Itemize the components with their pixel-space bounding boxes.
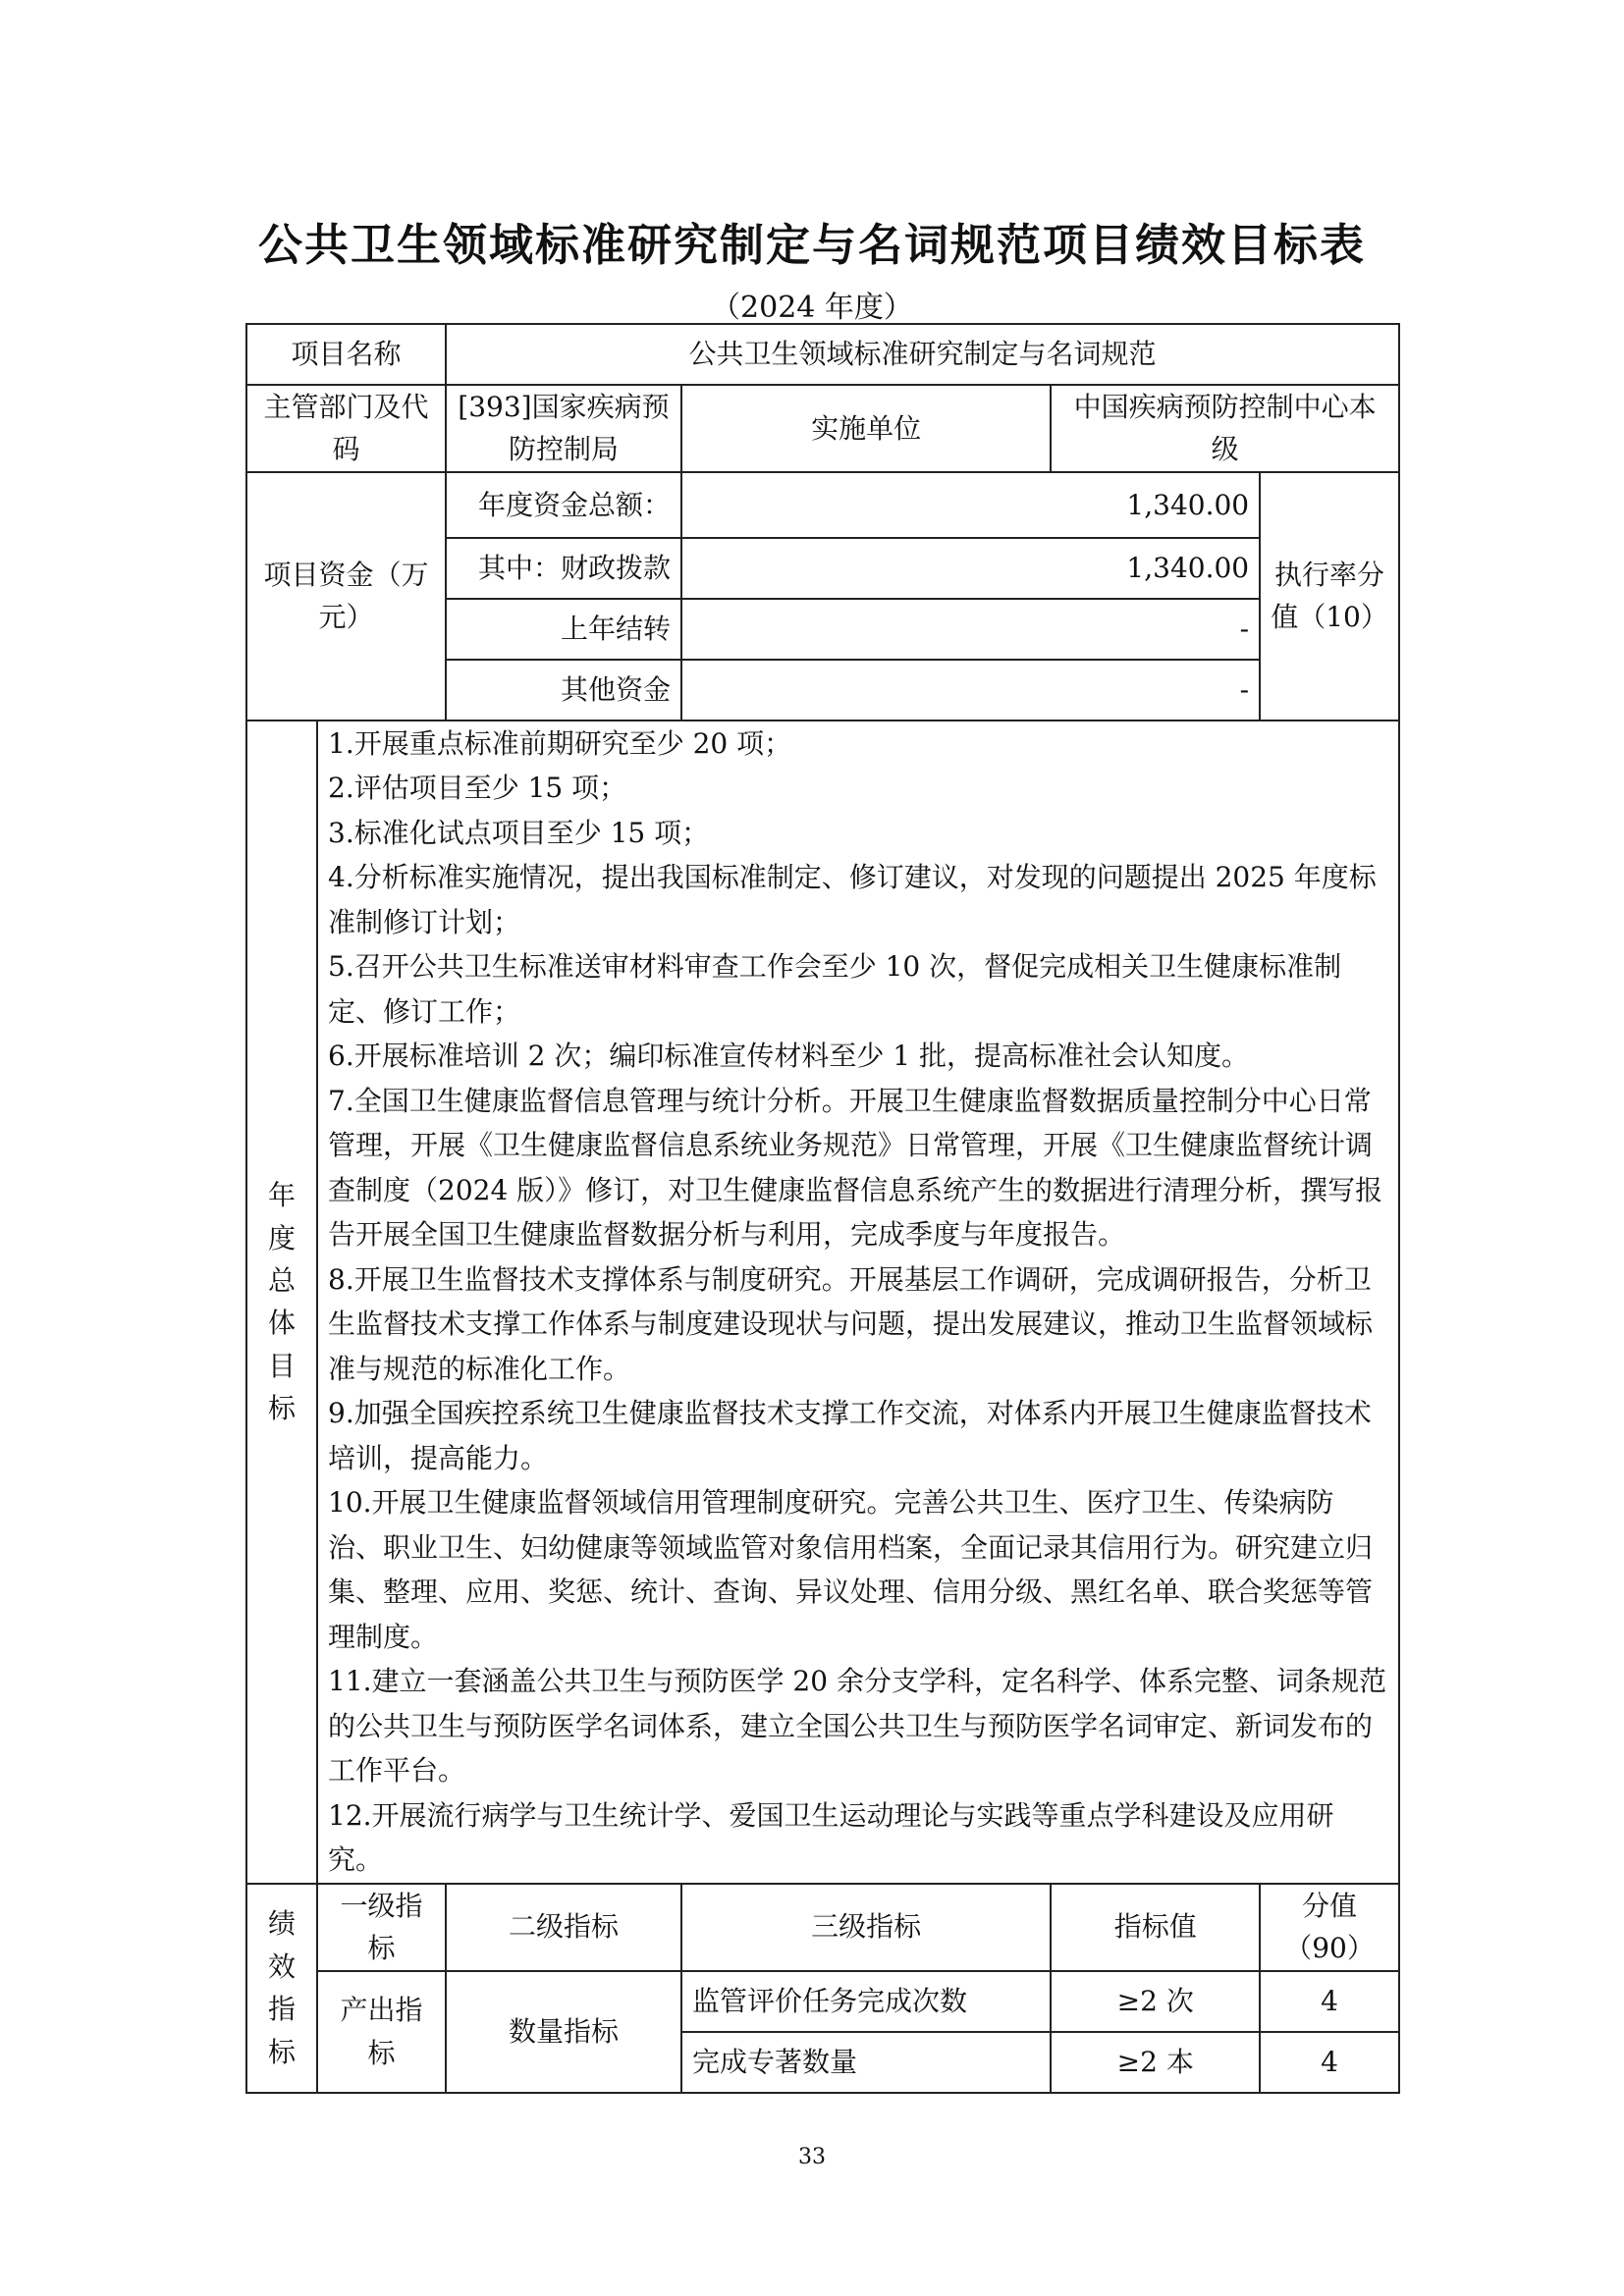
funds-carryover-label: 上年结转 xyxy=(446,599,681,660)
goal-item: 6.开展标准培训 2 次；编印标准宣传材料至少 1 批，提高标准社会认知度。 xyxy=(328,1040,1249,1073)
goal-item: 4.分析标准实施情况，提出我国标准制定、修订建议，对发现的问题提出 2025 年度标准制修订计划； xyxy=(328,861,1377,938)
level2-quantity: 数量指标 xyxy=(446,1971,681,2093)
goal-item: 11.建立一套涵盖公共卫生与预防医学 20 余分支学科，定名科学、体系完整、词条规范的公共卫生与预防医学名词体系，建立全国公共卫生与预防医学名词审定、新词发布的工作平台。 xyxy=(328,1665,1386,1788)
page-number: 33 xyxy=(798,2145,826,2169)
funds-fiscal-label: 其中：财政拨款 xyxy=(446,538,681,599)
goal-item: 1.开展重点标准前期研究至少 20 项； xyxy=(328,726,792,760)
execution-rate-score: 执行率分值（10） xyxy=(1260,472,1399,721)
goal-item: 7.全国卫生健康监督信息管理与统计分析。开展卫生健康监督数据质量控制分中心日常管理，开展《卫生健康监督信息系统业务规范》日常管理，开展《卫生健康监督统计调查制度（2024 版）》修订，对卫生健康监督信息系统产生的数据进行清理分析，撰写报告开展全国卫生健康监督数据分析与利用，完成季度与年度报告。 xyxy=(328,1084,1383,1252)
header-value: 指标值 xyxy=(1051,1884,1260,1971)
goal-item: 10.开展卫生健康监督领域信用管理制度研究。完善公共卫生、医疗卫生、传染病防治、职业卫生、妇幼健康等领域监管对象信用档案，全面记录其信用行为。研究建立归集、整理、应用、奖惩、统计、查询、异议处理、信用分级、黑红名单、联合奖惩等管理制度。 xyxy=(328,1486,1374,1653)
header-level2: 二级指标 xyxy=(446,1884,681,1971)
funds-carryover-value: - xyxy=(681,599,1260,660)
funds-label: 项目资金（万元） xyxy=(246,472,446,721)
project-name-label: 项目名称 xyxy=(246,324,446,385)
table-row-score: 4 xyxy=(1260,2032,1399,2093)
table-row-name: 完成专著数量 xyxy=(681,2032,1051,2093)
funds-other-value: - xyxy=(681,660,1260,721)
unit-label: 实施单位 xyxy=(681,385,1051,472)
goal-item: 5.召开公共卫生标准送审材料审查工作会至少 10 次，督促完成相关卫生健康标准制定、修订工作； xyxy=(328,950,1342,1028)
annual-goals-list xyxy=(317,721,1399,1884)
funds-other-label: 其他资金 xyxy=(446,660,681,721)
goal-item: 12.开展流行病学与卫生统计学、爱国卫生运动理论与实践等重点学科建设及应用研究。 xyxy=(328,1798,1334,1877)
level1-output: 产出指标 xyxy=(317,1971,446,2093)
annual-goals-label: 年 度 总 体 目 标 xyxy=(246,721,317,1884)
funds-total-value: 1,340.00 xyxy=(681,472,1260,538)
funds-total-label: 年度资金总额： xyxy=(446,472,681,538)
goal-item: 9.加强全国疾控系统卫生健康监督技术支撑工作交流，对体系内开展卫生健康监督技术培训，提高能力。 xyxy=(328,1397,1372,1474)
goal-item: 8.开展卫生监督技术支撑体系与制度研究。开展基层工作调研，完成调研报告，分析卫生监督技术支撑工作体系与制度建设现状与问题，提出发展建议，推动卫生监督领域标准与规范的标准化工作。 xyxy=(328,1262,1374,1385)
header-score: 分值（90） xyxy=(1260,1884,1399,1971)
dept-label: 主管部门及代码 xyxy=(246,385,446,472)
page-subtitle: （2024 年度） xyxy=(711,291,913,325)
table-row-score: 4 xyxy=(1260,1971,1399,2032)
project-name-value: 公共卫生领域标准研究制定与名词规范 xyxy=(446,324,1399,385)
performance-table xyxy=(245,323,1400,2094)
table-row-name: 监管评价任务完成次数 xyxy=(681,1971,1051,2032)
unit-value: 中国疾病预防控制中心本级 xyxy=(1051,385,1399,472)
page-title: 公共卫生领域标准研究制定与名词规范项目绩效目标表 xyxy=(257,219,1366,271)
goal-item: 2.评估项目至少 15 项； xyxy=(328,772,627,805)
goal-item: 3.标准化试点项目至少 15 项； xyxy=(328,816,710,849)
dept-value: [393]国家疾病预防控制局 xyxy=(446,385,681,472)
funds-fiscal-value: 1,340.00 xyxy=(681,538,1260,599)
table-row-value: ≥2 次 xyxy=(1051,1971,1260,2032)
header-level1: 一级指标 xyxy=(317,1884,446,1971)
header-level3: 三级指标 xyxy=(681,1884,1051,1971)
table-row-value: ≥2 本 xyxy=(1051,2032,1260,2093)
indicators-label: 绩 效 指 标 xyxy=(246,1884,317,2093)
